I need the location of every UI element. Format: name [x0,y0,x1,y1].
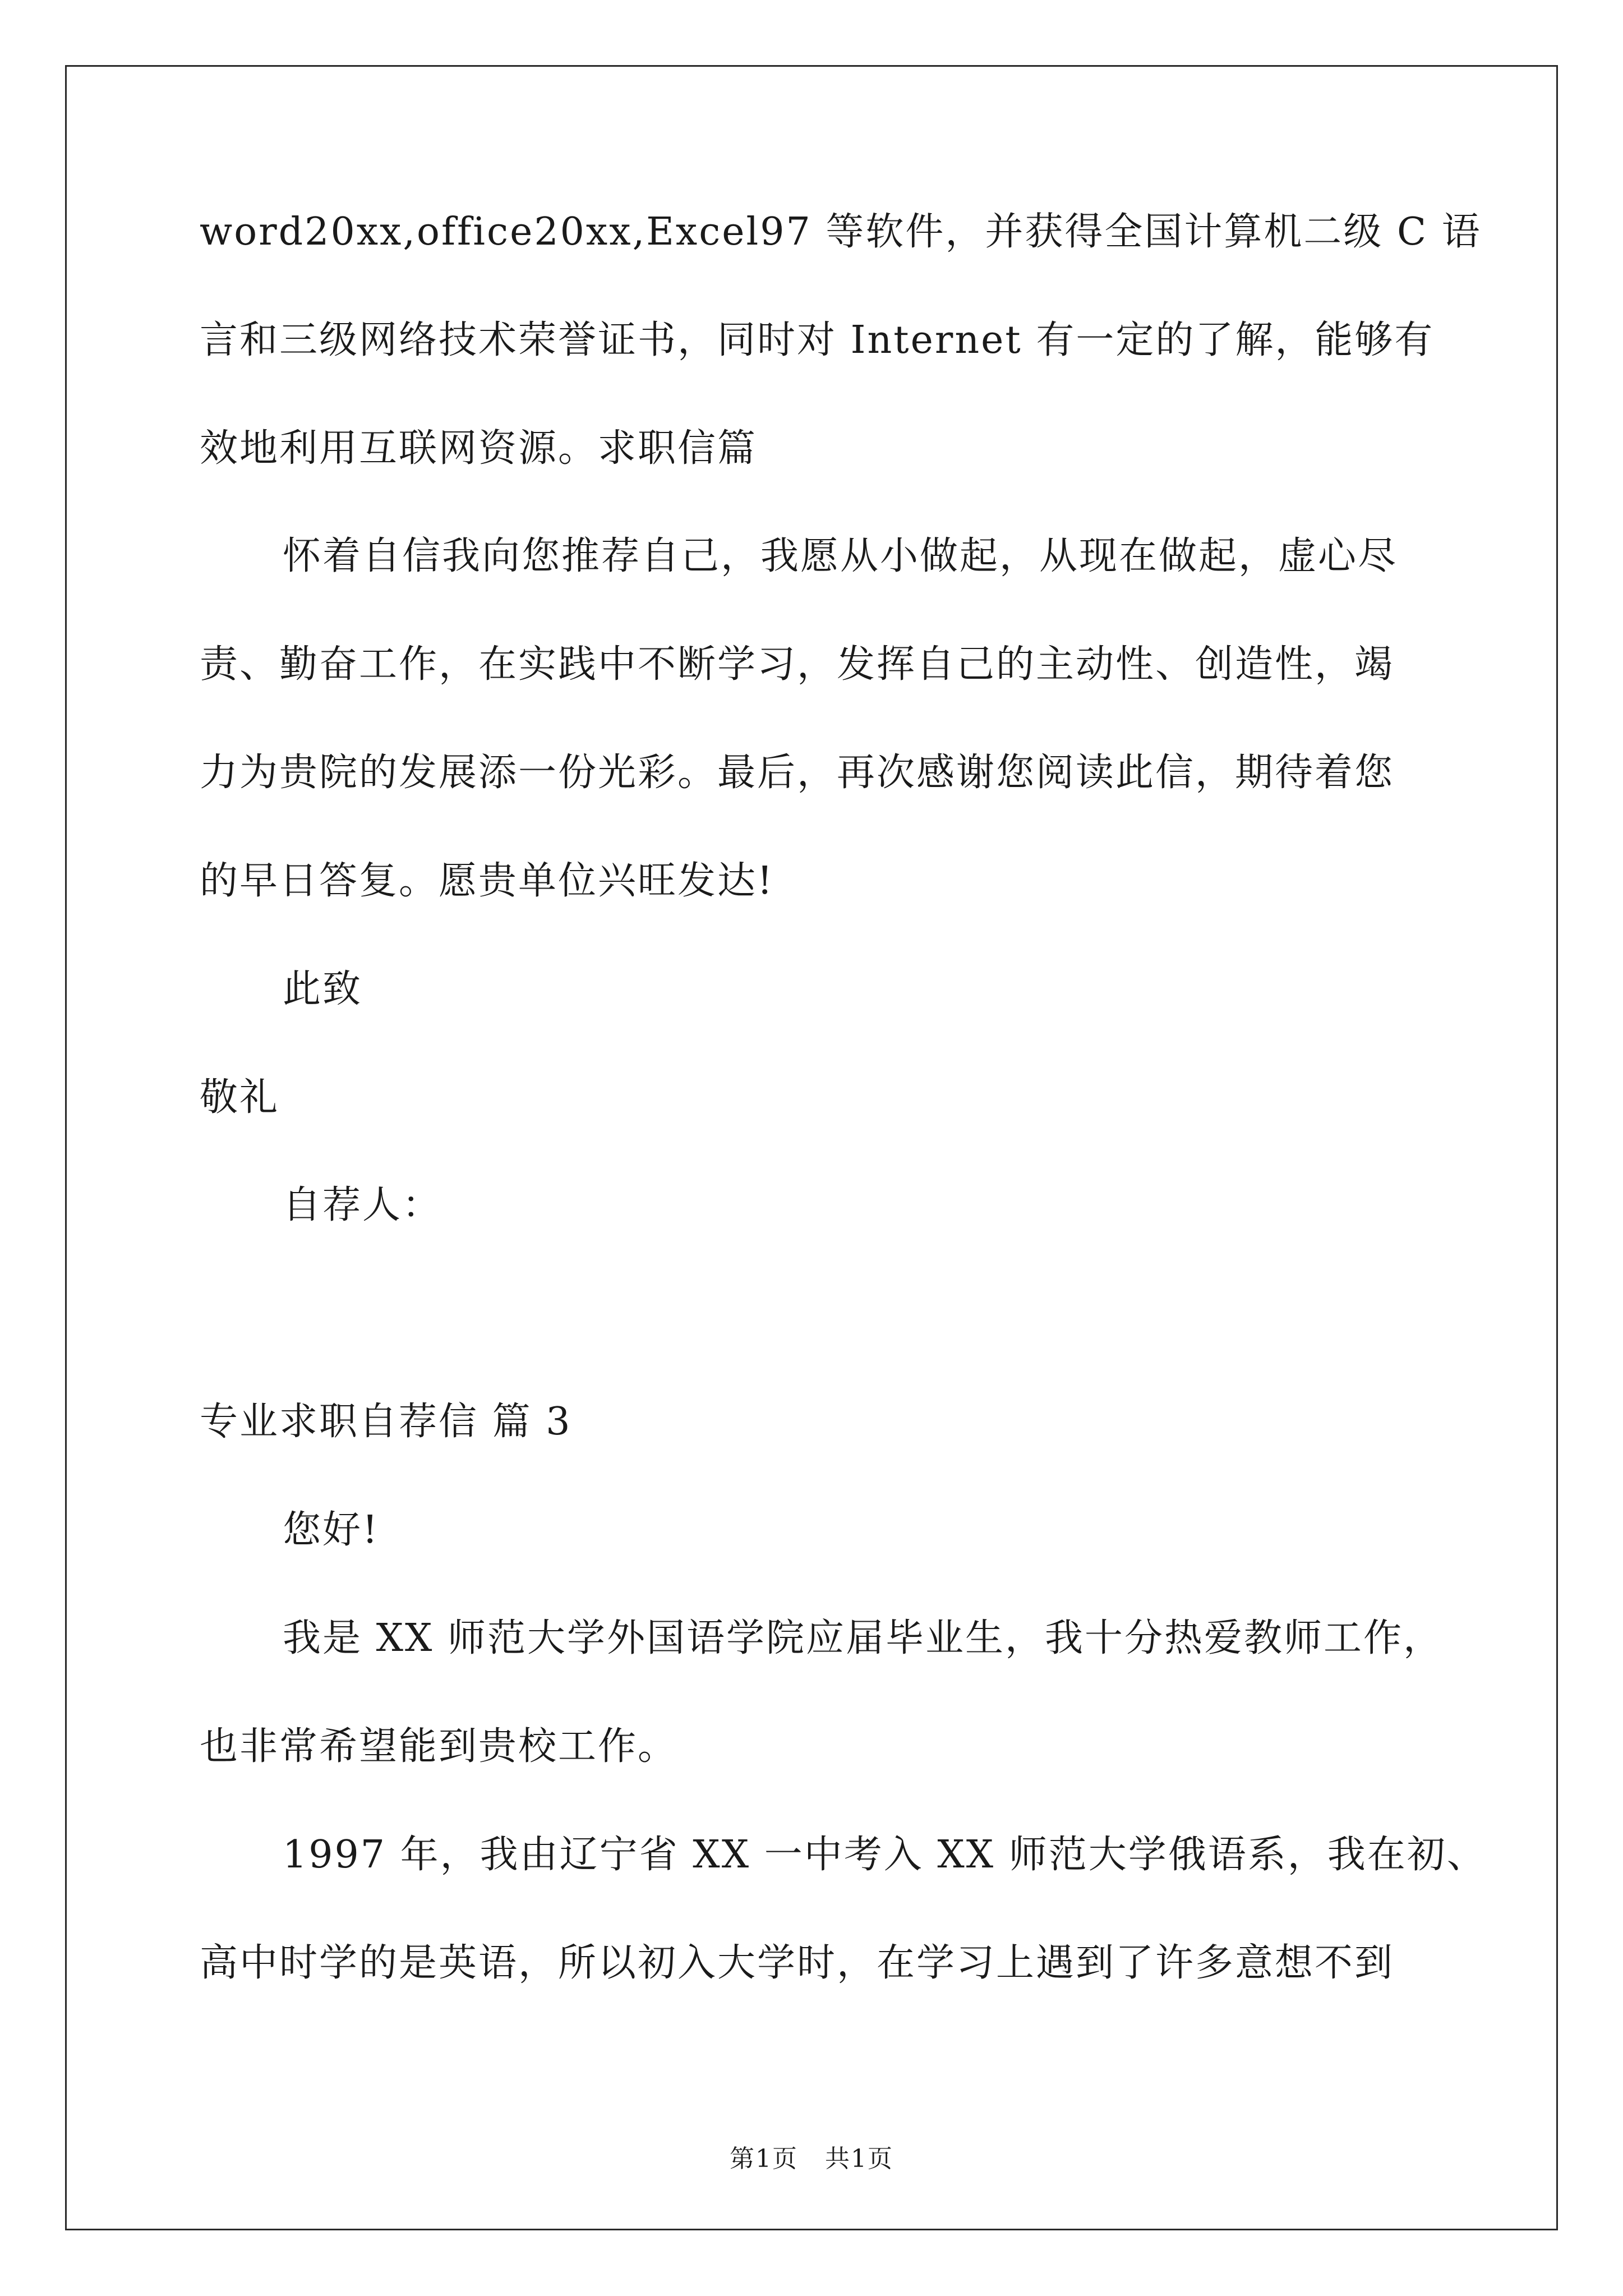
paragraph-start: 怀着自信我向您推荐自己，我愿从小做起，从现在做起，虚心尽 [283,534,1398,578]
paragraph-start: 1997 年，我由辽宁省 XX 一中考入 XX 师范大学俄语系，我在初、 [283,1833,1487,1877]
paragraph-start: 我是 XX 师范大学外国语学院应届毕业生，我十分热爱教师工作， [283,1616,1444,1660]
text-line: 高中时学的是英语，所以初入大学时，在学习上遇到了许多意想不到 [200,1941,1395,1985]
text-line: 责、勤奋工作，在实践中不断学习，发挥自己的主动性、创造性，竭 [200,642,1395,687]
text-line: 言和三级网络技术荣誉证书，同时对 Internet 有一定的了解，能够有 [200,318,1435,362]
section-heading: 专业求职自荐信 篇 3 [200,1400,572,1444]
page-footer: 第1页 共1页 [730,2145,893,2173]
signature-label: 自荐人： [283,1183,442,1227]
closing-regards: 敬礼 [200,1075,280,1120]
text-line: 效地利用互联网资源。求职信篇 [200,426,758,471]
text-line: 也非常希望能到贵校工作。 [200,1724,678,1769]
text-line: 的早日答复。愿贵单位兴旺发达! [200,859,774,903]
greeting: 您好! [283,1508,380,1552]
page-border [65,65,1558,2230]
text-line: word20xx,office20xx,Excel97 等软件，并获得全国计算机二级 C 语 [200,210,1482,254]
closing-salutation: 此致 [283,967,363,1011]
text-line: 力为贵院的发展添一份光彩。最后，再次感谢您阅读此信，期待着您 [200,751,1395,795]
